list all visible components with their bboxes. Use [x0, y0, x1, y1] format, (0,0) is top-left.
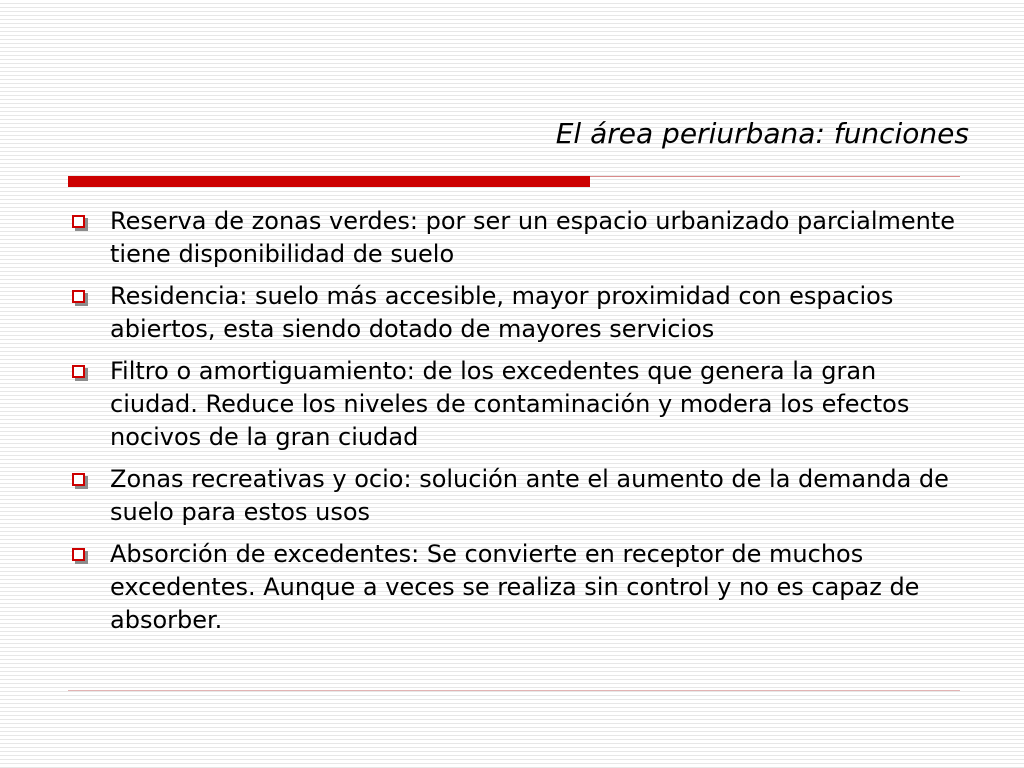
list-item [72, 538, 962, 637]
square-bullet-icon [72, 215, 85, 228]
list-item [72, 280, 962, 346]
square-bullet-icon [72, 365, 85, 378]
bullet-list [72, 205, 962, 646]
square-bullet-icon [72, 473, 85, 486]
bullet-text: Residencia: suelo más accesible, mayor proximidad con espacios abiertos, esta siendo dotado de mayores servicios [110, 282, 894, 343]
slide-title: El área periurbana: funciones [555, 117, 969, 150]
list-item [72, 355, 962, 454]
list-item [72, 463, 962, 529]
bullet-text: Filtro o amortiguamiento: de los excedentes que genera la gran ciudad. Reduce los niveles de contaminación y modera los efectos nocivos de la gran ciudad [110, 357, 910, 451]
bullet-text: Zonas recreativas y ocio: solución ante el aumento de la demanda de suelo para estos usos [110, 465, 949, 526]
bullet-text: Reserva de zonas verdes: por ser un espacio urbanizado parcialmente tiene disponibilidad de suelo [110, 207, 956, 268]
title-accent-bar [68, 176, 590, 187]
bullet-text: Absorción de excedentes: Se convierte en receptor de muchos excedentes. Aunque a veces se realiza sin control y no es capaz de absorber. [110, 540, 920, 634]
list-item [72, 205, 962, 271]
square-bullet-icon [72, 290, 85, 303]
footer-divider-line [68, 690, 960, 691]
square-bullet-icon [72, 548, 85, 561]
title-divider-line [590, 176, 960, 177]
